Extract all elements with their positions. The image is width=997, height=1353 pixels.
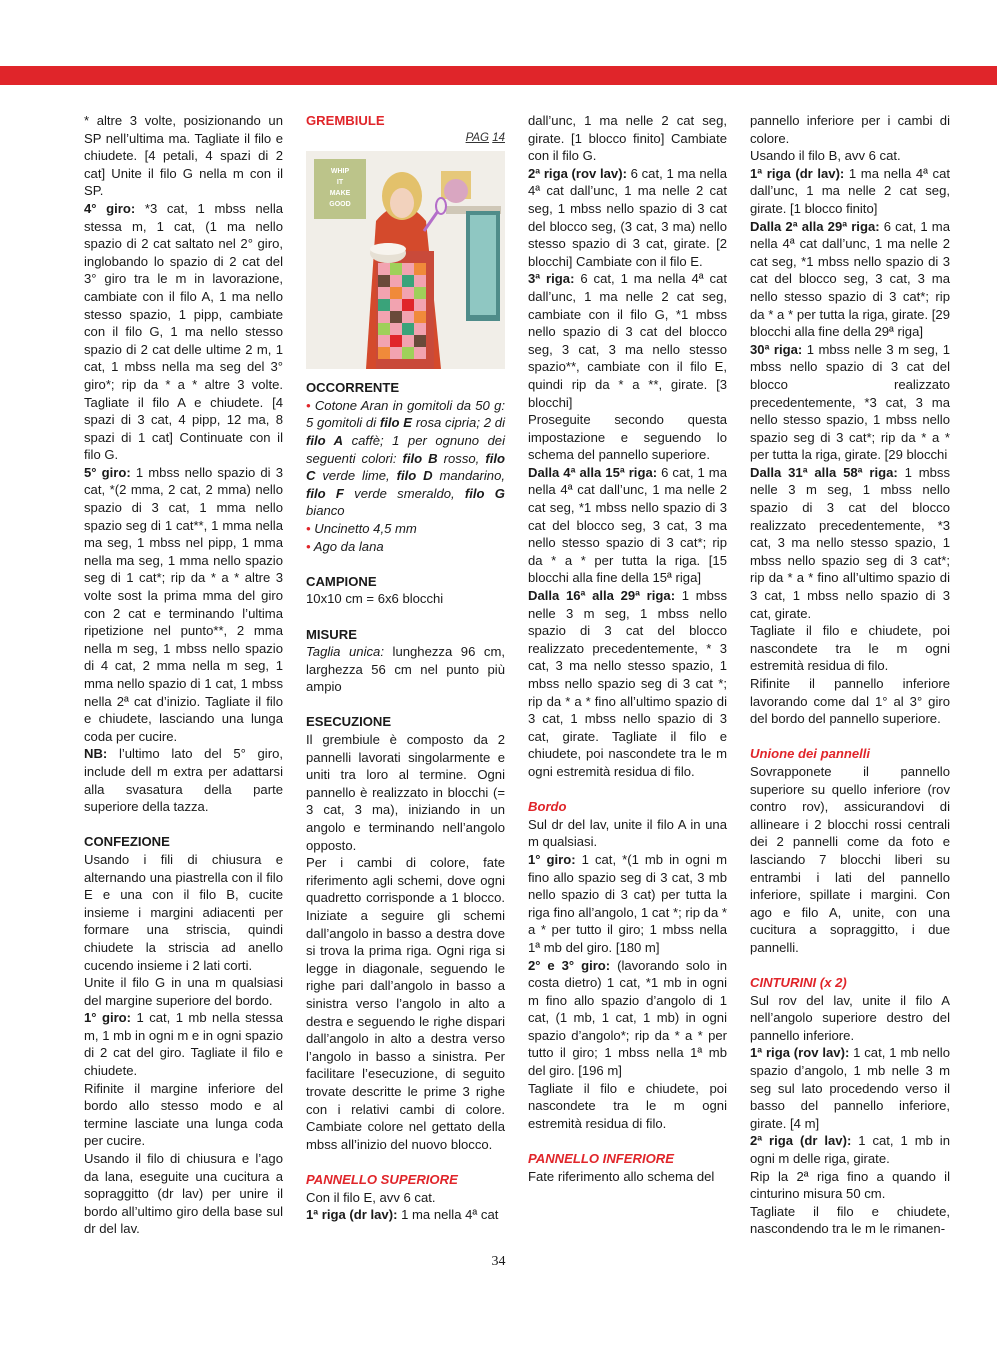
paragraph: Usando il filo di chiusura e l’ago da lana, eseguite una cucitura a sopraggitto (dr lav) per unire il bordo all’ultimo giro della base sul dr del lav. [84,1151,283,1237]
instruction-step [750,464,950,622]
paragraph: Unite il filo G in una m qualsiasi del margine superiore del bordo. [84,975,283,1008]
instruction-step [750,341,950,464]
instruction-step [528,270,727,411]
step-text: 6 cat, 1 ma nella 4ª cat dall’unc, 1 ma nelle 2 cat seg, 1 mbss nello spazio di 3 cat del blocco seg, (3 cat, 3 ma) nello stesso spazio di 3 cat, girate. [2 blocchi] Cambiate con il filo E. [528,165,728,269]
instruction-step [750,165,950,218]
step-label: 4° giro: [84,200,136,216]
step-text: (lavorando solo in costa dietro) 1 cat, *1 mb in ogni m fino allo spazio d’angolo di 1 cat, (1 mb, 1 cat, 1 mb) in ogni spazio d’angolo*; rip da * a * per tutto il giro; 1 mbss nella 1ª mb del giro. [196 m] [528,957,728,1079]
step-text: 1 cat, 1 mb in ogni m delle riga, girate. [750,1133,950,1167]
apron-pattern [378,263,426,359]
occorrente-title: OCCORRENTE [306,380,400,396]
pannello-intro: Con il filo E, avv 6 cat. [306,1189,436,1205]
instruction-step [528,587,727,781]
campione-text: 10x10 cm = 6x6 blocchi [306,591,444,607]
pag-number: 14 [492,131,505,144]
paragraph: Tagliate il filo e chiudete, poi nascondete tra le m ogni estremità residua di filo. [528,1080,727,1131]
paragraph: Usando i fili di chiusura e alternando una piastrella con il filo E e una con il filo B, cucite insieme i margini adiacenti per formare una striscia, quindi chiudete la striscia ad anello cucendo insieme i 2 lati corti. [84,851,283,973]
misure-label: Taglia unica: [306,644,384,660]
sign-word-2: IT [336,179,344,187]
column-3 [528,112,727,1185]
subsection-heading: PANNELLO INFERIORE [528,1151,674,1167]
step-label: 3ª riga: [528,271,575,287]
paragraph: Tagliate il filo e chiudete, poi nascondete tra le m ogni estremità residua di filo. [750,623,950,674]
step-text: 6 cat, 1 ma nella 4ª cat dall’unc, 1 ma nelle 2 cat seg, *1 mbss nello spazio di 3 cat del blocco seg, 3 cat, 3 ma nello stesso spazio di 3 cat*; rip da * a * per tutta la riga, girate. [29 blocchi alla fine della 29ª riga] [750,218,950,340]
paragraph: Rifinite il pannello inferiore lavorando come dal 1° al 3° giro del bordo del pannello superiore. [750,676,950,727]
step-text: 1 mbss nelle 3 m seg, 1 mbss nello spazio di 3 cat del blocco realizzato precedentemente, *3 cat, 3 ma nello stesso spazio, 1 mbss nello spazio seg di 3 cat*; rip da * a * per tutta la riga, girate. [29 blocchi [750,341,950,463]
step-text: 1 mbss nelle 3 m seg, 1 mbss nello spazio di 3 cat del blocco realizzato precedentemente, *3 cat, 3 ma nello stesso spazio, 1 mbss nello spazio seg di 3 cat*; rip da * a * fino all’ultimo spazio di 3 cat, 1 mbss nello spazio di 3 cat, girate. [750,464,950,621]
paragraph: * altre 3 volte, posizionando un SP nell’ultima ma. Tagliate il filo e chiudete. [4 petali, 4 spazi di 2 cat] Unite il filo G nella m con il SP. [84,113,283,199]
instruction-step [528,464,727,587]
sign-word-4: GOOD [329,201,351,209]
paragraph: Proseguite secondo questa impostazione e seguendo lo schema del pannello superiore. [528,412,727,463]
step-text: 1 cat, 1 mb nello spazio d’angolo, 1 mb nelle 3 m seg sul lato procedendo verso il basso del pannello inferiore, girate. [4 m] [750,1045,951,1131]
instruction-step [84,200,283,464]
riga1-value: 1 ma nella 4ª cat [397,1207,499,1223]
occorrente-item-1: • Cotone Aran in gomitoli da 50 g: 5 gomitoli di filo E rosa cipria; 2 di filo A caffè; 1 per ognuno dei seguenti colori: filo B rosso, filo C verde lime, filo D mandarino, filo F verde smeraldo, filo G bianco [306,397,505,519]
instruction-step [528,957,727,1080]
step-label: 1ª riga (dr lav): [750,165,845,181]
step-label: 5° giro: [84,464,131,480]
apron-photo [306,151,505,369]
paragraph: Rifinite il margine inferiore del bordo allo stesso modo e al termine lasciate una lunga coda per cucire. [84,1080,283,1149]
step-text: 1 mbss nello spazio di 3 cat, *(2 mma, 2 cat, 2 mma) nello spazio di 3 cat, 1 mma nello spazio seg di 1 cat**, 1 mma nella ma seg, 1 mbss nel pipp, 1 mma nella ma seg, 1 mma nello spazio seg di 1 cat*; rip da * a * altre 3 volte sost la prima mma del giro con 2 cat e terminando l’ultima ripetizione nel punto**, 2 mma nella m seg, 1 mbss nello spazio di 4 cat, 2 mma nella m seg, 1 mma nello spazio di 1 cat, 1 mbss nella 2ª cat d’inizio. Tagliate il filo e chiudete, lasciando una lunga coda per cucire. [84,464,283,744]
instruction-step [750,1132,950,1167]
step-label: Dalla 31ª alla 58ª riga: [750,464,898,480]
subsection-heading: Unione dei pannelli [750,746,871,762]
paragraph: Fate riferimento allo schema del [528,1168,715,1184]
subsection-heading: Bordo [528,799,567,815]
section-title-grembiule: GREMBIULE [306,113,385,128]
paragraph: Sovrapponete il pannello superiore su quello inferiore (rov contro rov), assicurandovi di allineare i 2 blocchi rossi centrali dei 2 pannelli come da foto e lasciando 7 blocchi liberi su entrambi i lati del pannello inferiore, spillate i margini. Con ago e filo A, unite, con una cucitura a sopraggitto, i due pannelli. [750,763,950,955]
column-4 [750,112,950,1238]
step-label: 2° e 3° giro: [528,957,611,973]
occorrente-item-2: • Uncinetto 4,5 mm [306,520,417,536]
paragraph: pannello inferiore per i cambi di colore. [750,113,950,146]
step-label: Dalla 2ª alla 29ª riga: [750,218,880,234]
esecuzione-title: ESECUZIONE [306,714,392,730]
step-label: NB: [84,746,108,762]
step-label: 1° giro: [84,1010,132,1026]
header-red-bar [0,66,997,85]
paragraph: Rip la 2ª riga fino a quando il cinturino misura 50 cm. [750,1168,950,1202]
riga1-text [306,1206,505,1224]
step-label: 2ª riga (rov lav): [528,165,627,181]
instruction-step [84,464,283,746]
paragraph: Sul dr del lav, unite il filo A in una m qualsiasi. [528,816,727,850]
step-text: 6 cat, 1 ma nella 4ª cat dall’unc, 1 ma nelle 2 cat seg, *1 mbss nello spazio di 3 cat del blocco seg, 3 cat, 3 ma nello stesso spazio di 3 cat*; rip da * a * per tutta la riga. [15 blocchi alla fine della 15ª riga] [528,464,727,586]
sign-word-1: WHIP [330,168,350,176]
instruction-step [84,745,283,815]
misure-value: lunghezza 96 cm, larghezza 56 cm nel punto più ampio [306,644,505,695]
instruction-step [528,165,727,271]
sign-word-3: MAKE [329,190,351,198]
instruction-step [750,218,950,341]
section-heading: CONFEZIONE [84,834,170,850]
instruction-step [528,851,727,957]
subsection-heading: CINTURINI (x 2) [750,975,847,991]
esecuzione-para-2: Per i cambi di colore, fate riferimento agli schemi, dove ogni quadretto corrisponde a 1 blocco. Iniziate a seguire gli schemi dall’angolo in basso a destra dove si trova la prima riga. Ogni riga si legge in diagonale, seguendo le righe pari dall’angolo in basso a sinistra verso l’angolo in alto a destra e seguendo le righe dispari dall’angolo in alto a destra verso l’angolo in basso a sinistra. Per facilitare l’esecuzione, di seguito trovate descritte le prime 3 righe con i relativi cambi di colore. Cambiate colore nel gettato della mbss all’inizio del nuovo blocco. [306,855,505,1152]
paragraph: Tagliate il filo e chiudete, nascondendo tra le m le rimanen- [750,1203,950,1237]
campione-title: CAMPIONE [306,573,377,589]
step-text: *3 cat, 1 mbss nella stessa m, 1 cat, (1 ma nello spazio di 2 cat saltato nel 2° giro, inglobando lo spazio di 2 cat del 3° giro tra le m in lavorazione, cambiate con il filo A, 1 ma nello stesso spazio, 1 pipp, cambiate con il filo G, 1 ma nello stesso spazio di 2 cat delle ultime 2 m, 1 cat, 1 mbss nella ma seg del 3° giro*; rip da * a * altre 3 volte. Tagliate il filo A e chiudete. [4 spazi di 3 cat, 4 pipp, 12 ma, 8 spazi di 1 cat] Continuate con il filo G. [84,200,284,463]
pag-label: PAG [465,131,489,144]
paragraph: Sul rov del lav, unite il filo A nell’angolo superiore destro del pannello inferiore. [750,992,950,1043]
step-text: l’ultimo lato del 5° giro, include dell m extra per adattarsi alla svasatura della parte superiore della tazza. [84,746,283,815]
page-reference [306,130,505,148]
step-text: 6 cat, 1 ma nella 4ª cat dall’unc, 1 ma nelle 2 cat seg, cambiate con il filo G, *1 mbss nello spazio di 3 cat del blocco seg, 3 cat, 3 ma nello stesso spazio**, cambiate con il filo E, quindi rip da * a **, girate. [3 blocchi] [528,271,728,410]
step-label: 1ª riga (rov lav): [750,1045,850,1061]
step-text: 1 cat, *(1 mb in ogni m fino allo spazio seg di 3 cat, 3 mb nello spazio di 3 cat) per tutta la riga fino all’angolo, 1 cat *; rip da * a * per tutto il giro; 1 mbss nella 1ª mb del giro. [180 m] [528,851,727,955]
step-label: 30ª riga: [750,341,803,357]
step-label: Dalla 16ª alla 29ª riga: [528,588,676,604]
instruction-step [750,1044,950,1132]
column-2 [306,112,505,1224]
misure-title: MISURE [306,626,357,642]
step-text: 1 mbss nelle 3 m seg, 1 mbss nello spazio di 3 cat del blocco realizzato precedentemente, * 3 cat, 3 ma nello stesso spazio, 1 mbss nello spazio seg di 3 cat *; rip da * a * fino all’ultimo spazio di 3 cat, 1 mbss nello spazio di 3 cat, girate. Tagliate il filo e chiudete, poi nascondete tra le m ogni estremità residua di filo. [528,588,727,779]
step-label: 1° giro: [528,851,576,867]
page-number: 34 [491,1254,506,1269]
riga1-label: 1ª riga (dr lav): [306,1207,398,1223]
paragraph: Usando il filo B, avv 6 cat. [750,148,901,164]
misure-text [306,643,505,696]
column-1 [84,112,283,1238]
paragraph: dall’unc, 1 ma nelle 2 cat seg, girate. [1 blocco finito] Cambiate con il filo G. [528,113,727,164]
step-label: 2ª riga (dr lav): [750,1133,852,1149]
occorrente-item-3: • Ago da lana [306,538,384,554]
step-text: 1 ma nella 4ª cat dall’unc, 1 ma nelle 2 cat seg, girate. [1 blocco finito] [750,165,951,216]
step-label: Dalla 4ª alla 15ª riga: [528,464,658,480]
esecuzione-para-1: Il grembiule è composto da 2 pannelli lavorati singolarmente e uniti tra loro al termine. Ogni pannello è realizzato in blocchi (= 3 cat, 3 ma), iniziando in un angolo e terminando nell’angolo opposto. [306,732,505,853]
instruction-step [84,1009,283,1079]
step-text: 1 cat, 1 mb nella stessa m, 1 mb in ogni m e in ogni spazio di 2 cat del giro. Tagliate il filo e chiudete. [84,1010,283,1079]
pannello-superiore-title: PANNELLO SUPERIORE [306,1171,458,1187]
